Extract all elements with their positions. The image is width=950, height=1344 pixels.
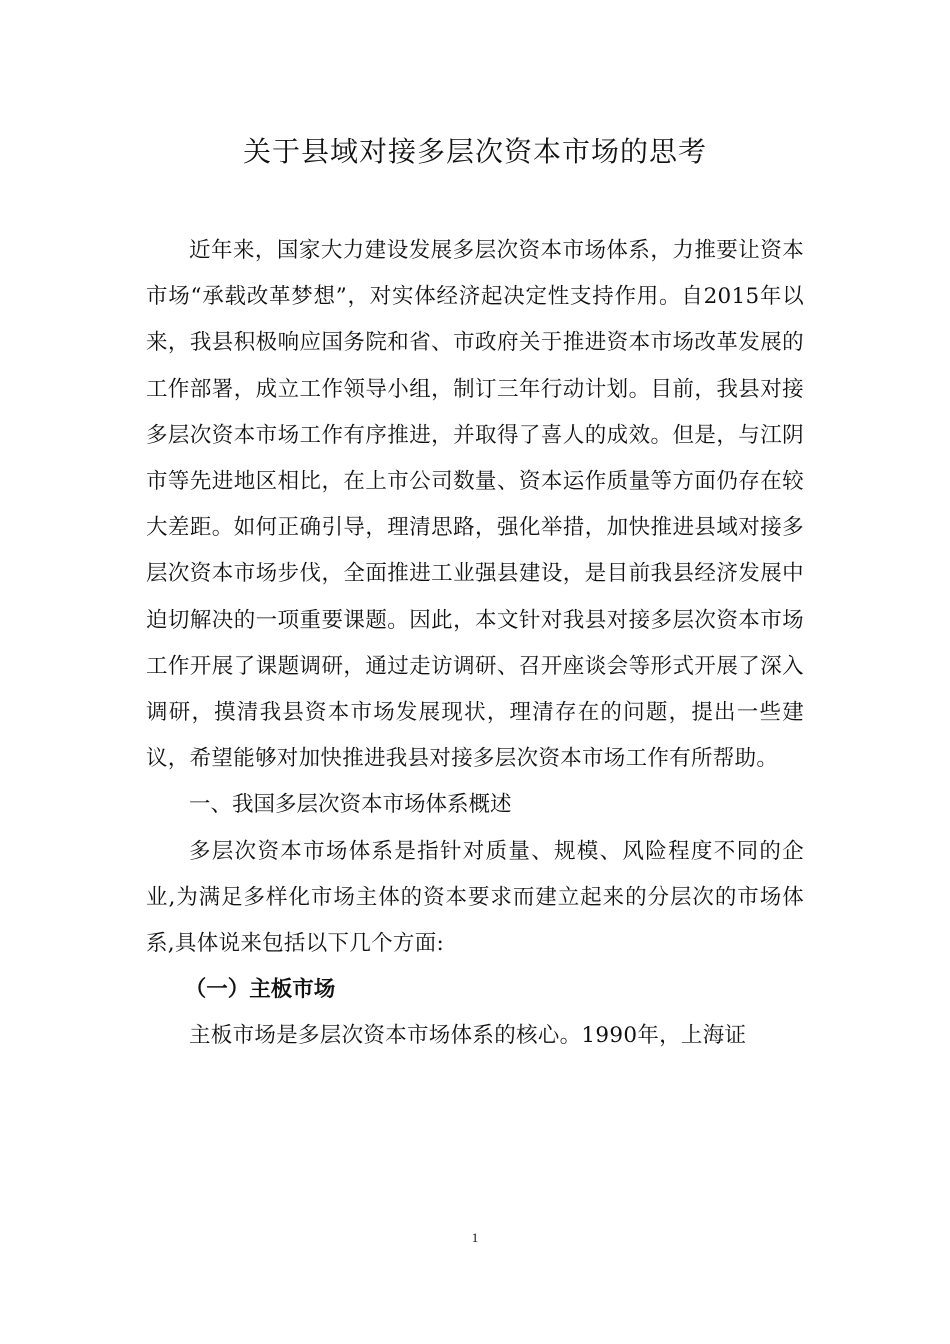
section-heading: 一、我国多层次资本市场体系概述 (189, 792, 512, 818)
document-title: 关于县域对接多层次资本市场的思考 (242, 135, 707, 168)
subsection-paragraph: 主板市场是多层次资本市场体系的核心。1990年，上海证 (189, 1023, 747, 1049)
section-paragraph: 多层次资本市场体系是指针对质量、规模、风险程度不同的企业,为满足多样化市场主体的资本要求而建立起来的分层次的市场体系,具体说来包括以下几个方面: (146, 838, 804, 957)
subsection-heading: （一）主板市场 (184, 977, 336, 1003)
document-body (146, 228, 804, 1060)
page-number: 1 (471, 1230, 479, 1245)
intro-paragraph: 近年来，国家大力建设发展多层次资本市场体系，力推要让资本市场“承载改革梦想”，对实体经济起决定性支持作用。自2015年以来，我县积极响应国务院和省、市政府关于推进资本市场改革发展的工作部署，成立工作领导小组，制订三年行动计划。目前，我县对接多层次资本市场工作有序推进，并取得了喜人的成效。但是，与江阴市等先进地区相比，在上市公司数量、资本运作质量等方面仍存在较大差距。如何正确引导，理清思路，强化举措，加快推进县域对接多层次资本市场步伐，全面推进工业强县建设，是目前我县经济发展中迫切解决的一项重要课题。因此，本文针对我县对接多层次资本市场工作开展了课题调研，通过走访调研、召开座谈会等形式开展了深入调研，摸清我县资本市场发展现状，理清存在的问题，提出一些建议，希望能够对加快推进我县对接多层次资本市场工作有所帮助。 (146, 238, 804, 772)
